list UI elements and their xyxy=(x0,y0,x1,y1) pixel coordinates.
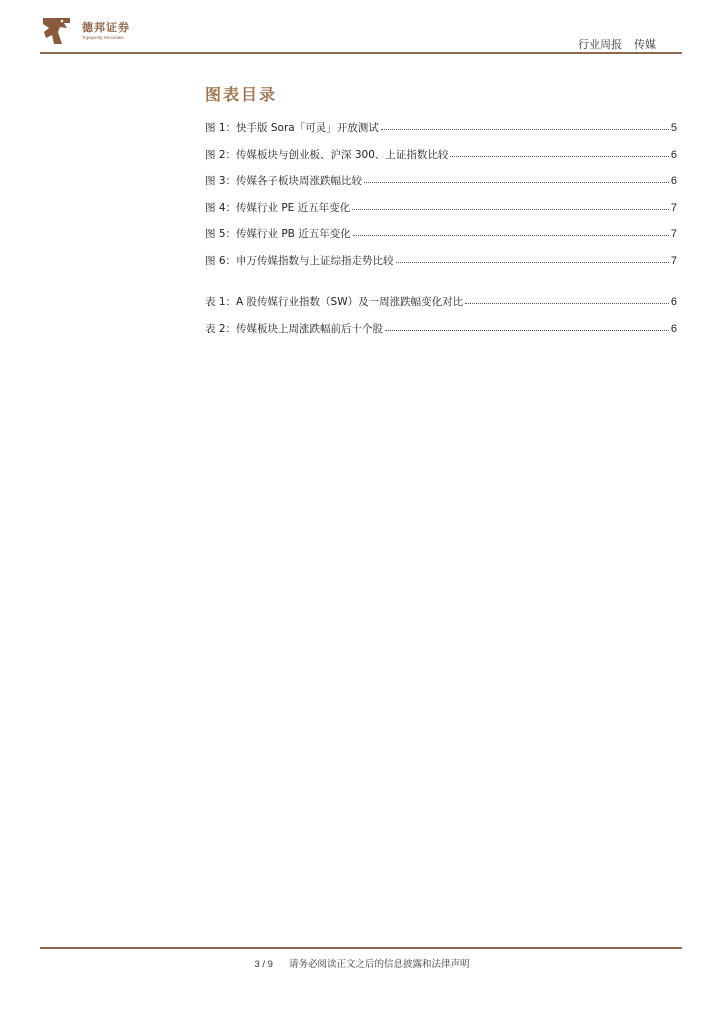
toc-entry[interactable] xyxy=(205,321,677,348)
table-list xyxy=(205,294,677,347)
toc-entry[interactable] xyxy=(205,120,677,147)
toc-title: 图表目录 xyxy=(205,85,278,104)
company-logo xyxy=(40,14,170,50)
brand-subtitle: Topsperity Securities xyxy=(82,35,124,40)
toc-entry-label: 图 3：传媒各子板块周涨跌幅比较 xyxy=(205,175,363,187)
toc-entry-label: 图 6：申万传媒指数与上证综指走势比较 xyxy=(205,254,394,267)
toc-entry[interactable] xyxy=(205,147,677,174)
footer-divider xyxy=(40,947,682,949)
dot-leader xyxy=(364,174,669,183)
toc-entry-page: 7 xyxy=(670,201,677,214)
toc-entry-label: 图 4：传媒行业 PE 近五年变化 xyxy=(205,201,351,214)
dot-leader xyxy=(396,254,669,263)
disclaimer-text: 请务必阅读正文之后的信息披露和法律声明 xyxy=(288,959,470,970)
toc-entry-label: 图 5：传媒行业 PB 近五年变化 xyxy=(205,228,351,240)
toc-entry[interactable] xyxy=(205,253,677,280)
dot-leader xyxy=(450,148,668,157)
toc-entry-page: 6 xyxy=(670,148,677,161)
toc-entry[interactable] xyxy=(205,173,677,200)
toc-entry-page: 7 xyxy=(670,254,677,267)
header-divider xyxy=(40,52,682,54)
toc-entry[interactable] xyxy=(205,226,677,253)
toc-entry[interactable] xyxy=(205,200,677,227)
toc-entry-label: 表 1：A 股传媒行业指数（SW）及一周涨跌幅变化对比 xyxy=(205,296,464,308)
toc-entry-label: 图 2：传媒板块与创业板、沪深 300、上证指数比较 xyxy=(205,148,449,161)
page-indicator: 3 / 9 xyxy=(254,959,273,970)
toc-entry-page: 6 xyxy=(670,322,677,335)
dot-leader xyxy=(381,121,669,130)
lion-emblem-icon xyxy=(40,14,74,48)
brand-name: 德邦证券 xyxy=(82,21,130,34)
toc-entry-label: 图 1：快手版 Sora「可灵」开放测试 xyxy=(205,122,379,134)
toc-entry-label: 表 2：传媒板块上周涨跌幅前后十个股 xyxy=(205,322,384,335)
toc-entry-page: 6 xyxy=(670,296,677,308)
toc-entry-page: 5 xyxy=(670,122,677,134)
dot-leader xyxy=(352,201,669,210)
dot-leader xyxy=(385,322,669,331)
dot-leader xyxy=(353,227,669,236)
toc-entry-page: 6 xyxy=(670,175,677,187)
report-type: 行业周报 xyxy=(578,38,622,51)
dot-leader xyxy=(465,295,669,304)
page-footer xyxy=(0,956,724,970)
toc-entry-page: 7 xyxy=(670,228,677,240)
report-category xyxy=(578,36,656,52)
toc-entry[interactable] xyxy=(205,294,677,321)
figure-list xyxy=(205,120,677,279)
industry-label: 传媒 xyxy=(634,38,656,51)
